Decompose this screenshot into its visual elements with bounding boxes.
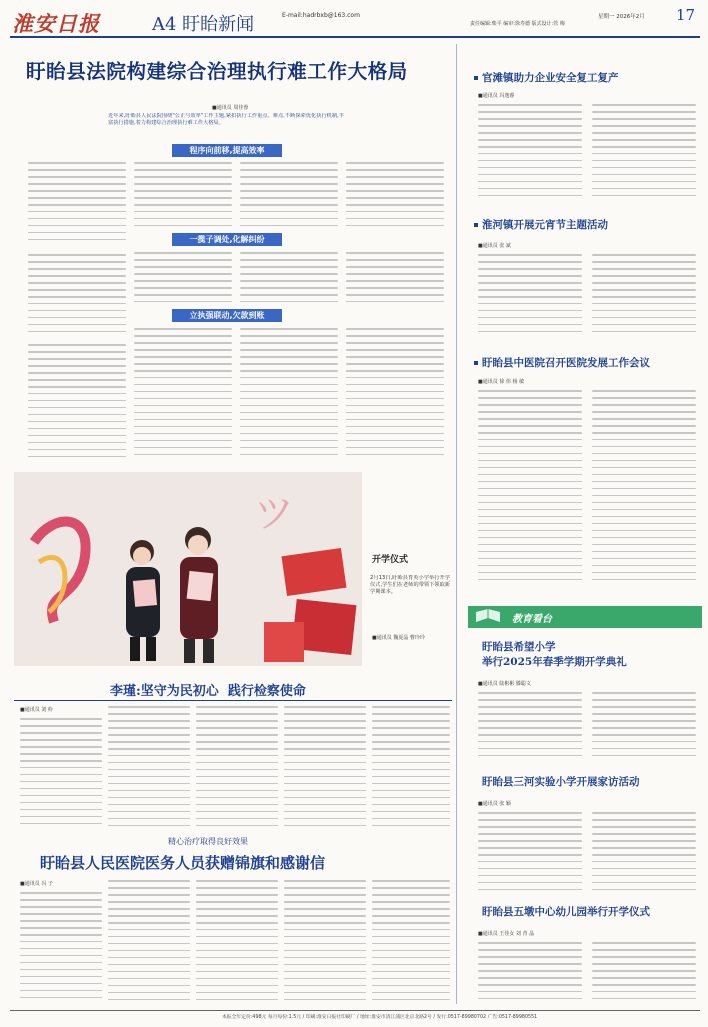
- subhead-1: 程序向前移,提高效率: [172, 144, 282, 157]
- photo-title: 开学仪式: [372, 555, 409, 565]
- editor-credits: 责任编辑:柴平 编审:徐寿德 版式设计:管 梅: [470, 21, 565, 27]
- right-article-1-title: 官滩镇助力企业安全复工复产: [482, 72, 619, 84]
- right-article-2-title: 淮河镇开展元宵节主题活动: [482, 219, 608, 231]
- photo-byline: ■通讯员 魏夏晶 曹玲玲: [372, 635, 425, 641]
- lead-byline: ■通讯员 周佳蓉: [212, 105, 249, 111]
- right-article-5-title: 盱眙县三河实验小学开展家访活动: [482, 776, 640, 788]
- hospital-byline: ■通讯员 冯 子: [20, 881, 53, 887]
- contact-email: E-mail:hadrbxb@163.com: [282, 12, 360, 19]
- hospital-headline: 盱眙县人民医院医务人员获赠锦旗和感谢信: [40, 854, 326, 872]
- children-photo-illustration: [14, 472, 362, 666]
- right-article-6-title: 盱眙县五墩中心幼儿园举行开学仪式: [482, 906, 650, 918]
- school-photo: [14, 472, 362, 666]
- right-article-6-byline: ■通讯员 王佳女 刘 青 晶: [478, 931, 535, 937]
- lead-intro: 近年来,盱眙县人民法院围绕"公正与效率"工作主题,紧扣执行工作重点、难点,不断探索优化执行机制,丰富执行措施,着力构建综合治理执行难工作大格局。: [108, 113, 344, 126]
- right-article-4-title: 盱眙县希望小学 举行2025年春季学期开学典礼: [482, 641, 627, 668]
- page-number: 17: [676, 6, 696, 24]
- footer-info: 本报全年定价:498元 每月每份:1.5元 / 印刷:淮安日报社印刷厂 / 地址:淮安市清江浦区北京北路2号 / 发行:0517-89980702 广告:0517-89980551: [222, 1015, 538, 1020]
- hospital-kicker: 精心治疗取得良好效果: [168, 837, 248, 846]
- right-article-3-byline: ■通讯员 徐 伟 杨 敏: [478, 379, 525, 385]
- right-article-5-byline: ■通讯员 张 颖: [478, 801, 511, 807]
- feature-byline: ■通讯员 刘 柃: [20, 707, 53, 713]
- photo-caption: 2月13日,盱眙县育英小学举行开学仪式,学生们在老师的带领下领取新学期课本。: [370, 575, 450, 595]
- subhead-2: 一揽子调处,化解纠纷: [172, 233, 282, 246]
- lead-headline: 盱眙县法院构建综合治理执行难工作大格局: [26, 60, 408, 83]
- right-article-2-byline: ■通讯员 张 斌: [478, 243, 511, 249]
- right-article-1-byline: ■通讯员 冯逸睿: [478, 93, 515, 99]
- masthead: [0, 0, 708, 40]
- newspaper-logo: 淮安日报: [12, 11, 100, 36]
- right-article-4-byline: ■通讯员 陆彬彬 滕聪文: [478, 681, 531, 687]
- book-icon: [470, 606, 510, 628]
- section-label: A4 盱眙新闻: [152, 14, 255, 35]
- issue-date: 星期一 2026年2月: [598, 14, 645, 20]
- education-banner: [468, 606, 702, 628]
- svg-text:ツ: ツ: [254, 491, 294, 537]
- right-article-3-title: 盱眙县中医院召开医院发展工作会议: [482, 357, 650, 369]
- education-tag-label: 教育看台: [512, 614, 552, 625]
- subhead-3: 立执强联动,欠款到账: [172, 309, 282, 322]
- feature-headline: 李瑾:坚守为民初心 践行检察使命: [110, 684, 306, 699]
